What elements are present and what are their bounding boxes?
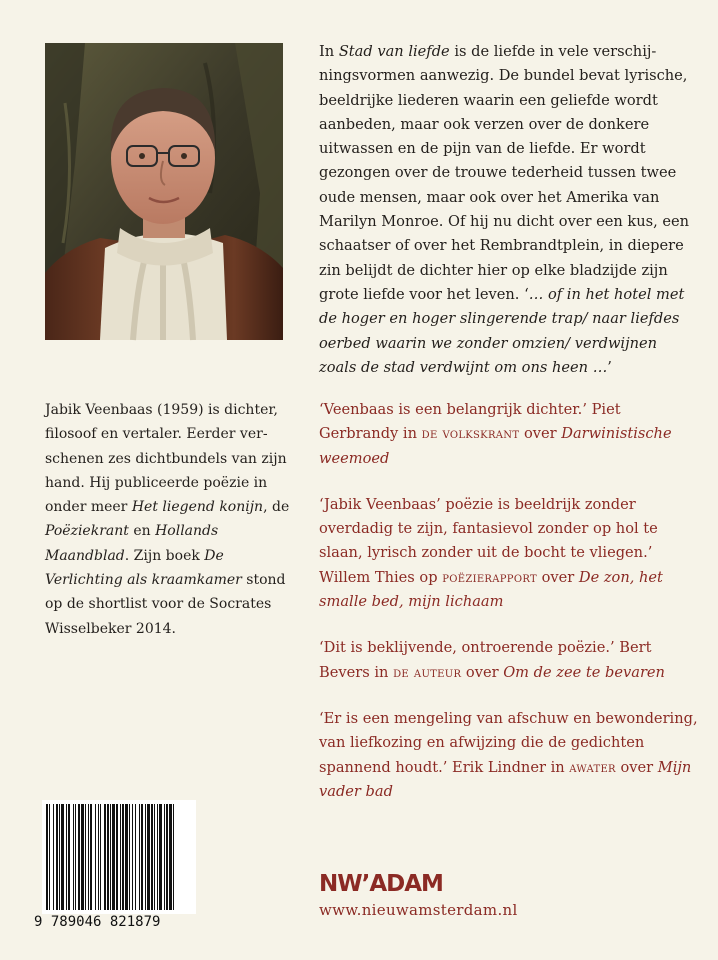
review-quote [319, 707, 699, 804]
quote-text: over [615, 758, 658, 776]
bio-work-title: Hollands Maandblad [45, 523, 219, 564]
book-blurb [319, 40, 691, 380]
quote-source: de auteur [393, 663, 462, 681]
barcode-bar [132, 804, 133, 910]
barcode-bar [151, 804, 153, 910]
barcode-bar [145, 804, 146, 910]
publisher-url[interactable]: www.nieuwamsterdam.nl [319, 901, 518, 919]
bio-text: . Zijn boek [124, 547, 205, 564]
quote-work-title: De zon, het smalle bed, mijn lichaam [319, 568, 663, 611]
bio-text: Jabik Veenbaas (1959) is dichter, filosoof en vertaler. Eerder verschenen zes dichtbundels van zijn hand. Hij publiceerde poëzie in onder meer [45, 402, 287, 516]
barcode-bar [129, 804, 130, 910]
barcode-bar [157, 804, 158, 910]
bio-work-title: De Verlichting als kraamkamer [45, 547, 242, 589]
barcode-bar [139, 804, 140, 910]
quote-text: ‘Jabik Veenbaas’ poëzie is beeldrijk zonder overdadig te zijn, fantasievol zonder op hol te slaan, lyrisch zonder uit de bocht te vliegen.’ Willem Thies op [319, 495, 658, 586]
bio-work-title: Het liegend konijn [131, 499, 264, 516]
barcode-bar [68, 804, 70, 910]
publisher-logo-mark [319, 868, 443, 897]
barcode-bar [90, 804, 92, 910]
author-portrait-image [45, 43, 283, 340]
quote-source: de volkskrant [421, 425, 520, 443]
blurb-paragraph [319, 40, 691, 380]
barcode-bar [53, 804, 54, 910]
barcode-bar [125, 804, 128, 910]
barcode-bar [122, 804, 124, 910]
quote-text: ‘Veenbaas is een belangrijk dichter.’ Piet Gerbrandy in [319, 401, 621, 443]
isbn-barcode [30, 800, 196, 930]
barcode-bar [159, 804, 162, 910]
bio-work-title: Poëziekrant [45, 523, 129, 540]
barcode-bar [81, 804, 84, 910]
bio-text: , de [263, 499, 290, 516]
barcode-bar [73, 804, 74, 910]
quote-text: over [519, 425, 562, 443]
barcode-bar [164, 804, 165, 910]
quote-text: ‘Dit is beklijvende, ontroerende poëzie.’ Bert Bevers in [319, 639, 652, 681]
barcode-bar [66, 804, 67, 910]
review-quote [319, 493, 699, 614]
quote-text: over [536, 568, 579, 586]
barcode-bar [141, 804, 143, 910]
barcode-bar [61, 804, 64, 910]
barcode-bar [120, 804, 121, 910]
barcode-bar [75, 804, 76, 910]
quote-work-title: Om de zee te bevaren [503, 663, 665, 681]
barcode-bar [98, 804, 99, 910]
quote-source: awater [569, 758, 616, 776]
review-quote [319, 398, 699, 471]
blurb-text: is de liefde in vele verschijningsvormen aanwezig. De bundel bevat lyrische, beeldrijke liederen waarin een geliefde wordt aanbeden, maar ook verzen over de donkere uitwassen en de pijn van de liefde. Er wordt gezongen over de trouwe tederheid tussen twee oude mensen, maar ook over het Amerika van Marilyn Monroe. Of hij nu dicht over een kus, een schaatser of over het Rembrandtplein, in diepere zin belijdt de dichter hier op elke bladzijde zijn grote liefde voor het leven. ‘ [319, 43, 690, 303]
barcode-bar [166, 804, 168, 910]
quote-text: over [461, 663, 504, 681]
barcode-bar [169, 804, 172, 910]
barcode-bar [104, 804, 106, 910]
quote-work-title: Mijn vader bad [319, 758, 692, 800]
barcode-bar [59, 804, 60, 910]
barcode-bar [116, 804, 118, 910]
publisher-logo-text: NW’ADAM [319, 871, 443, 897]
barcode-bar [154, 804, 155, 910]
barcode-bar [46, 804, 48, 910]
author-photo [45, 43, 283, 340]
barcode-bar [112, 804, 115, 910]
barcode-bar [56, 804, 58, 910]
barcode-bar [88, 804, 89, 910]
barcode-bar [95, 804, 96, 910]
barcode-bar [147, 804, 150, 910]
barcode-bar [78, 804, 80, 910]
barcode-bar [85, 804, 86, 910]
barcode-bar [173, 804, 174, 910]
bio-text: stond op de shortlist voor de Socrates Wisselbeker 2014. [45, 572, 286, 637]
quote-work-title: Darwinistische weemoed [319, 425, 672, 467]
barcode-bar [100, 804, 101, 910]
barcode-bar [135, 804, 136, 910]
barcode-icon [30, 800, 196, 930]
quote-text: ‘Er is een mengeling van afschuw en bewondering, van liefkozing en afwijzing die de gedichten spannend houdt.’ Erik Lindner in [319, 709, 698, 776]
blurb-book-title: Stad van liefde [338, 43, 450, 60]
publisher-logo [319, 868, 443, 897]
isbn-number: 9 789046 821879 [34, 914, 161, 930]
bio-paragraph [45, 398, 295, 641]
review-quotes [319, 398, 699, 826]
review-quote [319, 636, 699, 685]
author-bio [45, 398, 295, 641]
blurb-text: In [319, 43, 339, 60]
blurb-poem-excerpt: … of in het hotel met de hoger en hoger slingerende trap/ naar liefdes oerbed waarin we zonder omzien/ verdwijnen zoals de stad verdwijnt om ons heen … [319, 285, 685, 376]
barcode-bar [110, 804, 111, 910]
quote-source: poëzierapport [442, 568, 537, 586]
barcode-bar [49, 804, 50, 910]
bio-text: en [128, 523, 156, 540]
blurb-text: ’ [607, 358, 612, 376]
barcode-bar [107, 804, 109, 910]
